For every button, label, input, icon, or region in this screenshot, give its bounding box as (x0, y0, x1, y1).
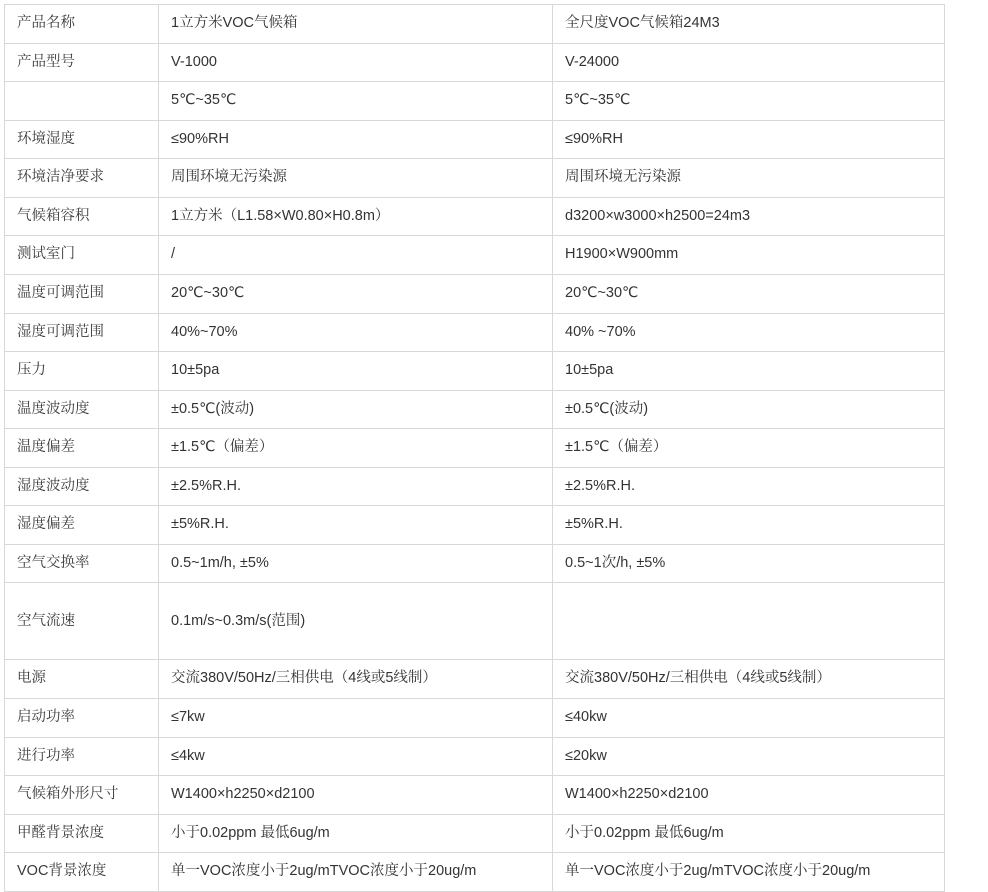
table-row (5, 544, 945, 583)
spec-value-cell-24m3: 全尺度VOC气候箱24M3 (553, 5, 945, 44)
spec-value-cell-1m3: V-1000 (159, 43, 553, 82)
spec-value-cell-24m3: V-24000 (553, 43, 945, 82)
spec-value-cell-1m3: 40%~70% (159, 313, 553, 352)
table-row (5, 429, 945, 468)
spec-value-cell-24m3: H1900×W900mm (553, 236, 945, 275)
spec-label-cell: 电源 (5, 660, 159, 699)
table-row (5, 853, 945, 892)
spec-value-cell-1m3: ±1.5℃（偏差） (159, 429, 553, 468)
table-row (5, 776, 945, 815)
spec-value-cell-1m3: 20℃~30℃ (159, 274, 553, 313)
spec-label-cell: 湿度可调范围 (5, 313, 159, 352)
spec-value-cell-24m3: 20℃~30℃ (553, 274, 945, 313)
spec-label-cell: 空气流速 (5, 583, 159, 660)
spec-value-cell-1m3: ≤7kw (159, 699, 553, 738)
spec-value-cell-1m3: ≤4kw (159, 737, 553, 776)
spec-value-cell-24m3: 单一VOC浓度小于2ug/mTVOC浓度小于20ug/m (553, 853, 945, 892)
spec-label-cell: 温度波动度 (5, 390, 159, 429)
spec-value-cell-24m3: ≤40kw (553, 699, 945, 738)
spec-label-cell: 气候箱外形尺寸 (5, 776, 159, 815)
table-row (5, 699, 945, 738)
table-row (5, 197, 945, 236)
spec-label-cell (5, 82, 159, 121)
spec-sheet (0, 4, 988, 880)
spec-label-cell: 测试室门 (5, 236, 159, 275)
spec-value-cell-1m3: 0.5~1m/h, ±5% (159, 544, 553, 583)
table-row (5, 5, 945, 44)
spec-label-cell: 甲醛背景浓度 (5, 814, 159, 853)
spec-value-cell-24m3: W1400×h2250×d2100 (553, 776, 945, 815)
spec-value-cell-1m3: / (159, 236, 553, 275)
spec-label-cell: 压力 (5, 352, 159, 391)
spec-label-cell: 气候箱容积 (5, 197, 159, 236)
table-row (5, 737, 945, 776)
table-row (5, 506, 945, 545)
table-row (5, 159, 945, 198)
spec-value-cell-24m3: ±0.5℃(波动) (553, 390, 945, 429)
spec-label-cell: 环境洁净要求 (5, 159, 159, 198)
spec-label-cell: 湿度偏差 (5, 506, 159, 545)
spec-label-cell: 湿度波动度 (5, 467, 159, 506)
specification-table (4, 4, 945, 892)
spec-value-cell-1m3: 5℃~35℃ (159, 82, 553, 121)
table-row (5, 236, 945, 275)
spec-value-cell-24m3: ≤90%RH (553, 120, 945, 159)
spec-value-cell-24m3: 40% ~70% (553, 313, 945, 352)
spec-value-cell-1m3: 0.1m/s~0.3m/s(范围) (159, 583, 553, 660)
spec-value-cell-1m3: 单一VOC浓度小于2ug/mTVOC浓度小于20ug/m (159, 853, 553, 892)
spec-value-cell-24m3: ±1.5℃（偏差） (553, 429, 945, 468)
table-row (5, 467, 945, 506)
spec-value-cell-24m3: 10±5pa (553, 352, 945, 391)
spec-table-body (5, 5, 945, 892)
table-row (5, 390, 945, 429)
spec-value-cell-1m3: ≤90%RH (159, 120, 553, 159)
spec-value-cell-24m3: ≤20kw (553, 737, 945, 776)
spec-value-cell-1m3: W1400×h2250×d2100 (159, 776, 553, 815)
table-row (5, 352, 945, 391)
spec-value-cell-1m3: 1立方米（L1.58×W0.80×H0.8m） (159, 197, 553, 236)
table-row (5, 82, 945, 121)
spec-label-cell: 启动功率 (5, 699, 159, 738)
spec-value-cell-1m3: ±2.5%R.H. (159, 467, 553, 506)
table-row (5, 313, 945, 352)
spec-value-cell-1m3: 1立方米VOC气候箱 (159, 5, 553, 44)
table-row (5, 43, 945, 82)
spec-value-cell-1m3: 小于0.02ppm 最低6ug/m (159, 814, 553, 853)
spec-value-cell-24m3: d3200×w3000×h2500=24m3 (553, 197, 945, 236)
spec-value-cell-24m3: ±2.5%R.H. (553, 467, 945, 506)
spec-value-cell-24m3: 0.5~1次/h, ±5% (553, 544, 945, 583)
spec-value-cell-1m3: ±0.5℃(波动) (159, 390, 553, 429)
spec-label-cell: 温度可调范围 (5, 274, 159, 313)
table-row (5, 583, 945, 660)
table-row (5, 274, 945, 313)
spec-value-cell-1m3: 交流380V/50Hz/三相供电（4线或5线制） (159, 660, 553, 699)
spec-label-cell: 环境湿度 (5, 120, 159, 159)
spec-label-cell: 空气交换率 (5, 544, 159, 583)
spec-label-cell: 进行功率 (5, 737, 159, 776)
spec-label-cell: VOC背景浓度 (5, 853, 159, 892)
spec-label-cell: 产品型号 (5, 43, 159, 82)
spec-value-cell-24m3: 交流380V/50Hz/三相供电（4线或5线制） (553, 660, 945, 699)
table-row (5, 120, 945, 159)
spec-value-cell-24m3: ±5%R.H. (553, 506, 945, 545)
spec-value-cell-24m3: 小于0.02ppm 最低6ug/m (553, 814, 945, 853)
spec-value-cell-1m3: ±5%R.H. (159, 506, 553, 545)
spec-value-cell-24m3 (553, 583, 945, 660)
spec-value-cell-1m3: 10±5pa (159, 352, 553, 391)
spec-value-cell-24m3: 5℃~35℃ (553, 82, 945, 121)
spec-label-cell: 温度偏差 (5, 429, 159, 468)
spec-label-cell: 产品名称 (5, 5, 159, 44)
table-row (5, 660, 945, 699)
spec-value-cell-1m3: 周围环境无污染源 (159, 159, 553, 198)
table-row (5, 814, 945, 853)
spec-value-cell-24m3: 周围环境无污染源 (553, 159, 945, 198)
